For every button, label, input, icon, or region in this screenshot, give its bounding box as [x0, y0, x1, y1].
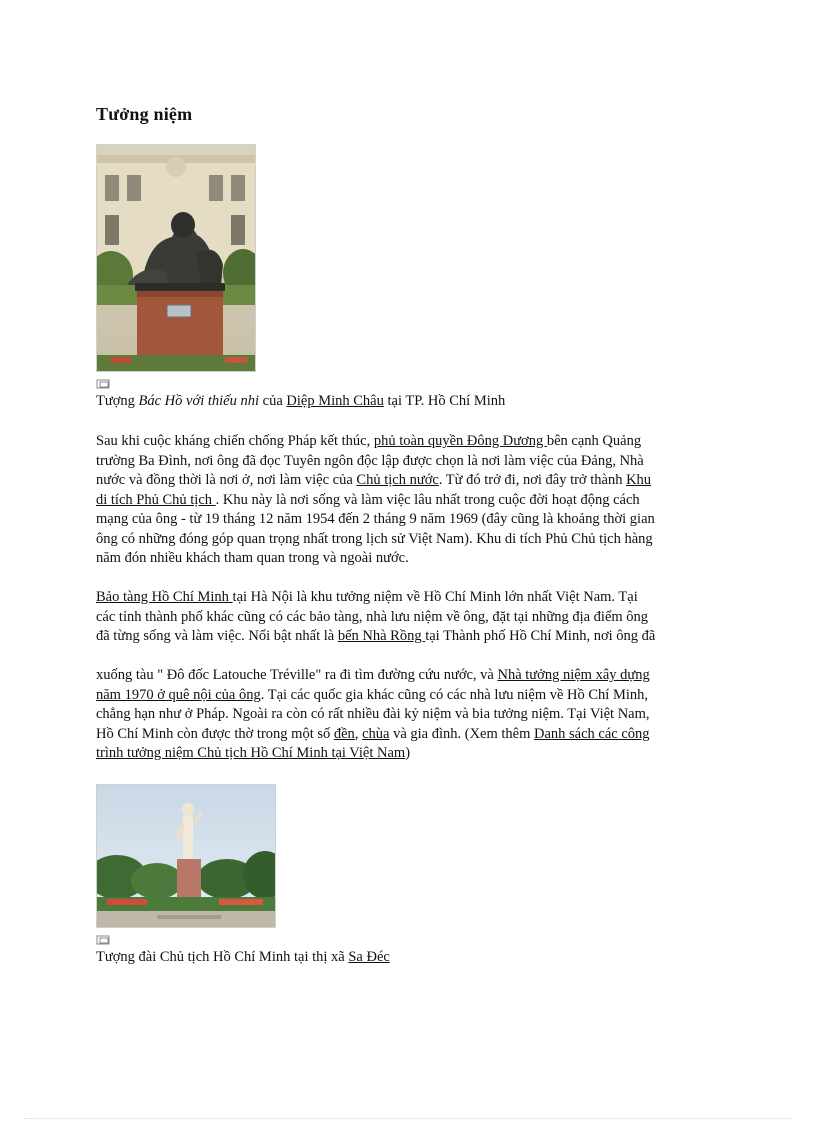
link-phu-toan-quyen[interactable]: phủ toàn quyền Đông Dương	[373, 433, 547, 449]
link-chu-tich-nuoc[interactable]: Chủ tịch nước	[356, 472, 439, 488]
monument-photo-graphic	[97, 785, 275, 927]
link-khu-di-tich-cont[interactable]: di tích Phủ Chủ tịch	[96, 491, 216, 508]
link-sa-dec[interactable]: Sa Đéc	[348, 949, 390, 965]
monument-caption	[96, 948, 390, 967]
link-khu-di-tich[interactable]: Khu	[626, 472, 652, 488]
link-ben-nha-rong[interactable]: bến Nhà Rồng	[337, 628, 426, 644]
statue-photo	[96, 144, 256, 372]
caption-text: tại TP. Hồ Chí Minh	[383, 393, 506, 409]
link-bao-tang[interactable]: Bảo tàng Hồ Chí Minh	[96, 589, 233, 605]
link-diep-minh-chau[interactable]: Diệp Minh Châu	[286, 393, 384, 409]
statue-caption	[96, 392, 505, 411]
link-nha-tuong-niem[interactable]: Nhà tưởng niệm xây dựng	[497, 667, 650, 683]
caption-text: của	[259, 393, 287, 409]
link-chua[interactable]: chùa	[362, 725, 390, 742]
enlarge-icon[interactable]	[96, 379, 110, 389]
caption-italic-title: Bác Hồ với thiếu nhi	[138, 393, 260, 409]
link-danh-sach-cont[interactable]: trình tưởng niệm Chủ tịch Hồ Chí Minh tại Việt Nam	[96, 745, 406, 761]
paragraph-2: Bảo tàng Hồ Chí Minh tại Hà Nội là khu tưởng niệm về Hồ Chí Minh lớn nhất Việt Nam. Tại các tỉnh thành phố khác cũng có các bảo tàng, nhà lưu niệm về ông, đặt tại những địa điểm ông đã từng sống và làm việc. Nổi bật nhất là bến Nhà Rồng tại Thành phố Hồ Chí Minh, nơi ông đã	[96, 589, 656, 644]
caption-text: Tượng đài Chủ tịch Hồ Chí Minh tại thị xã	[96, 949, 349, 965]
enlarge-icon[interactable]	[96, 935, 110, 945]
paragraph-1: Sau khi cuộc kháng chiến chống Pháp kết thúc, phủ toàn quyền Đông Dương bên cạnh Quảng trường Ba Đình, nơi ông đã đọc Tuyên ngôn độc lập được chọn là nơi làm việc của Đảng, Nhà nước và đồng thời là nơi ở, nơi làm việc của Chủ tịch nước. Từ đó trở đi, nơi đây trở thành Khu di tích Phủ Chủ tịch . Khu này là nơi sống và làm việc lâu nhất trong cuộc đời hoạt động cách mạng của ông - từ 19 tháng 12 năm 1954 đến 2 tháng 9 năm 1969 (đây cũng là khoảng thời gian ông có những đóng góp quan trọng nhất trong lịch sử Việt Nam). Khu di tích Phủ Chủ tịch hàng năm đón nhiều khách tham quan trong và ngoài nước.	[96, 433, 655, 566]
link-den[interactable]: đền	[333, 725, 355, 742]
monument-photo	[96, 784, 276, 928]
page-bottom-rule	[24, 1118, 792, 1119]
caption-text: Tượng	[96, 393, 139, 409]
statue-photo-graphic	[97, 145, 255, 371]
page-title: Tưởng niệm	[96, 104, 193, 124]
link-danh-sach[interactable]: Danh sách các công	[534, 725, 650, 742]
paragraph-3: xuống tàu " Đô đốc Latouche Tréville" ra đi tìm đường cứu nước, và Nhà tưởng niệm xây dựng năm 1970 ở quê nội của ông. Tại các quốc gia khác cũng có các nhà lưu niệm về Hồ Chí Minh, chẳng hạn như ở Pháp. Ngoài ra còn có rất nhiều đài kỷ niệm và bia tưởng niệm. Tại Việt Nam, Hồ Chí Minh còn được thờ trong một số đền, chùa và gia đình. (Xem thêm Danh sách các công trình tưởng niệm Chủ tịch Hồ Chí Minh tại Việt Nam)	[96, 667, 650, 761]
link-nha-tuong-niem-cont[interactable]: năm 1970 ở quê nội của ông	[96, 686, 261, 703]
